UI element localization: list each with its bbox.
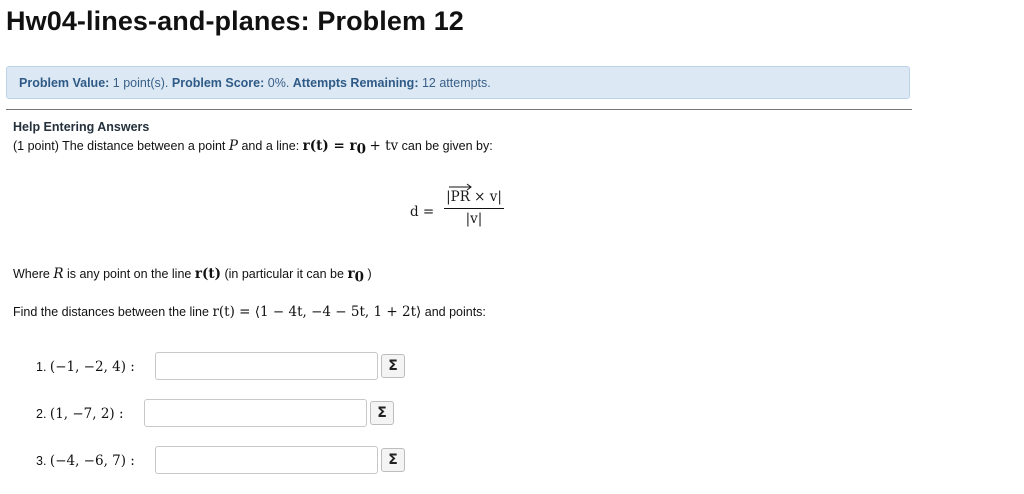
intro-formula: r(t) = r	[302, 138, 357, 154]
intro-sub: 0	[356, 141, 367, 158]
sigma-icon[interactable]: Σ	[381, 354, 405, 378]
attempts-remaining-text: 12 attempts.	[421, 76, 491, 90]
formula-lhs: d =	[410, 204, 435, 220]
where-rt: r(t)	[194, 266, 221, 282]
answer-input-1[interactable]	[155, 352, 378, 380]
divider	[6, 109, 912, 110]
question-2-label: 2. (1, −7, 2) :	[36, 406, 124, 422]
question-3-label: 3. (−4, −6, 7) :	[36, 453, 135, 469]
problem-value-text: 1 point(s).	[112, 76, 169, 90]
intro-point-P: P	[228, 138, 238, 154]
vector-arrow-icon	[449, 183, 473, 191]
intro-end-text: can be given by:	[401, 139, 493, 153]
problem-info-box	[6, 66, 910, 99]
page-title: Hw04-lines-and-planes: Problem 12	[6, 6, 464, 36]
attempts-remaining-label: Attempts Remaining:	[292, 76, 419, 90]
formula-fraction	[444, 186, 504, 229]
formula-numerator: |PR × v|	[444, 186, 504, 208]
problem-score-label: Problem Score:	[171, 76, 265, 90]
problem-score-text: 0%.	[267, 76, 290, 90]
sigma-icon[interactable]: Σ	[381, 448, 405, 472]
intro-points-text: (1 point) The distance between a point	[13, 139, 226, 153]
problem-value-label: Problem Value:	[19, 76, 110, 90]
answer-input-2[interactable]	[144, 399, 367, 427]
find-text: Find the distances between the line r(t) = ⟨1 − 4t, −4 − 5t, 1 + 2t⟩ and points:	[13, 304, 486, 320]
question-1-label: 1. (−1, −2, 4) :	[36, 359, 135, 375]
where-R: R	[53, 266, 64, 282]
line-formula: r(t) = ⟨1 − 4t, −4 − 5t, 1 + 2t⟩	[212, 304, 422, 320]
answer-input-3[interactable]	[155, 446, 378, 474]
where-text: Where R is any point on the line r(t) (in particular it can be $r_0$ )	[13, 266, 372, 286]
formula-denominator: |v|	[465, 211, 483, 227]
help-entering-answers-link[interactable]: Help Entering Answers	[13, 120, 150, 134]
sigma-icon[interactable]: Σ	[370, 401, 394, 425]
where-r0: r	[347, 266, 355, 282]
intro-line-text: and a line:	[241, 139, 300, 153]
intro-plus: + tv	[369, 138, 399, 154]
problem-intro	[13, 138, 493, 158]
